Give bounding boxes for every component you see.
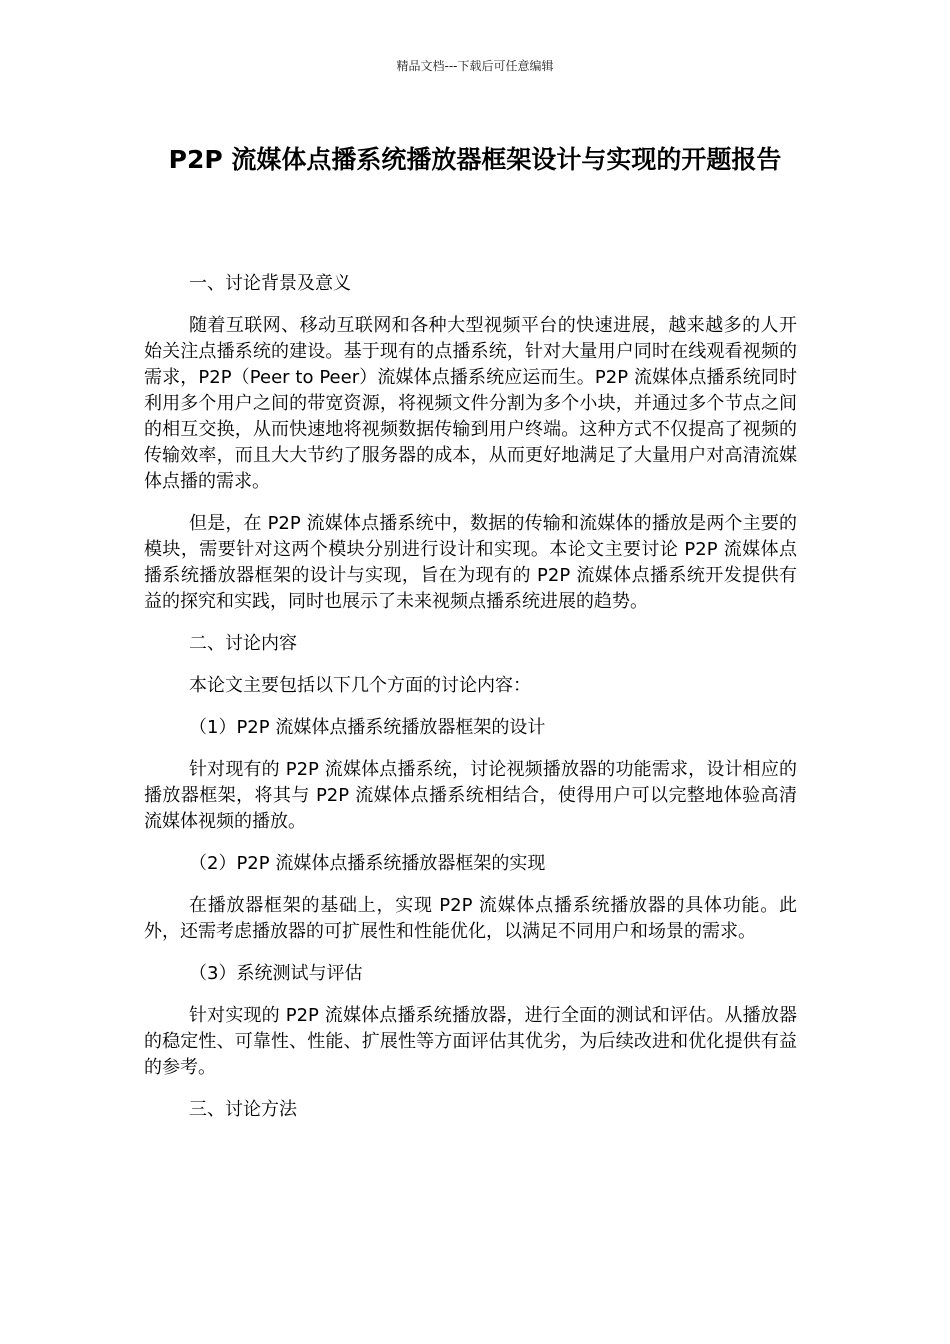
paragraph-background-1: 随着互联网、移动互联网和各种大型视频平台的快速进展，越来越多的人开始关注点播系统的建设。基于现有的点播系统，针对大量用户同时在线观看视频的需求，P2P（Peer to Peer）流媒体点播系统应运而生。P2P 流媒体点播系统同时利用多个用户之间的带宽资源，将视频文件分割为多个小块，并通过多个节点之间的相互交换，从而快速地将视频数据传输到用户终端。这种方式不仅提高了视频的传输效率，而且大大节约了服务器的成本，从而更好地满足了大量用户对高清流媒体点播的需求。 — [144, 315, 797, 492]
document-body — [144, 271, 797, 1139]
section-heading-background: 一、讨论背景及意义 — [189, 273, 351, 294]
paragraph-content-intro: 本论文主要包括以下几个方面的讨论内容： — [189, 675, 531, 696]
subheading-framework-implementation: （2）P2P 流媒体点播系统播放器框架的实现 — [189, 853, 546, 874]
paragraph-framework-implementation: 在播放器框架的基础上，实现 P2P 流媒体点播系统播放器的具体功能。此外，还需考虑播放器的可扩展性和性能优化，以满足不同用户和场景的需求。 — [144, 895, 797, 942]
section-heading-method: 三、讨论方法 — [189, 1099, 297, 1120]
header-note: 精品文档---下载后可任意编辑 — [396, 59, 554, 73]
subheading-framework-design: （1）P2P 流媒体点播系统播放器框架的设计 — [189, 717, 546, 738]
paragraph-framework-design: 针对现有的 P2P 流媒体点播系统，讨论视频播放器的功能需求，设计相应的播放器框架，将其与 P2P 流媒体点播系统相结合，使得用户可以完整地体验高清流媒体视频的播放。 — [144, 759, 797, 832]
paragraph-testing-evaluation: 针对实现的 P2P 流媒体点播系统播放器，进行全面的测试和评估。从播放器的稳定性、可靠性、性能、扩展性等方面评估其优劣，为后续改进和优化提供有益的参考。 — [144, 1005, 797, 1078]
subheading-testing-evaluation: （3）系统测试与评估 — [189, 963, 363, 984]
paragraph-background-2: 但是，在 P2P 流媒体点播系统中，数据的传输和流媒体的播放是两个主要的模块，需要针对这两个模块分别进行设计和实现。本论文主要讨论 P2P 流媒体点播系统播放器框架的设计与实现，旨在为现有的 P2P 流媒体点播系统开发提供有益的探究和实践，同时也展示了未来视频点播系统进展的趋势。 — [144, 513, 797, 612]
document-title: P2P 流媒体点播系统播放器框架设计与实现的开题报告 — [168, 145, 782, 174]
section-heading-content: 二、讨论内容 — [189, 633, 297, 654]
